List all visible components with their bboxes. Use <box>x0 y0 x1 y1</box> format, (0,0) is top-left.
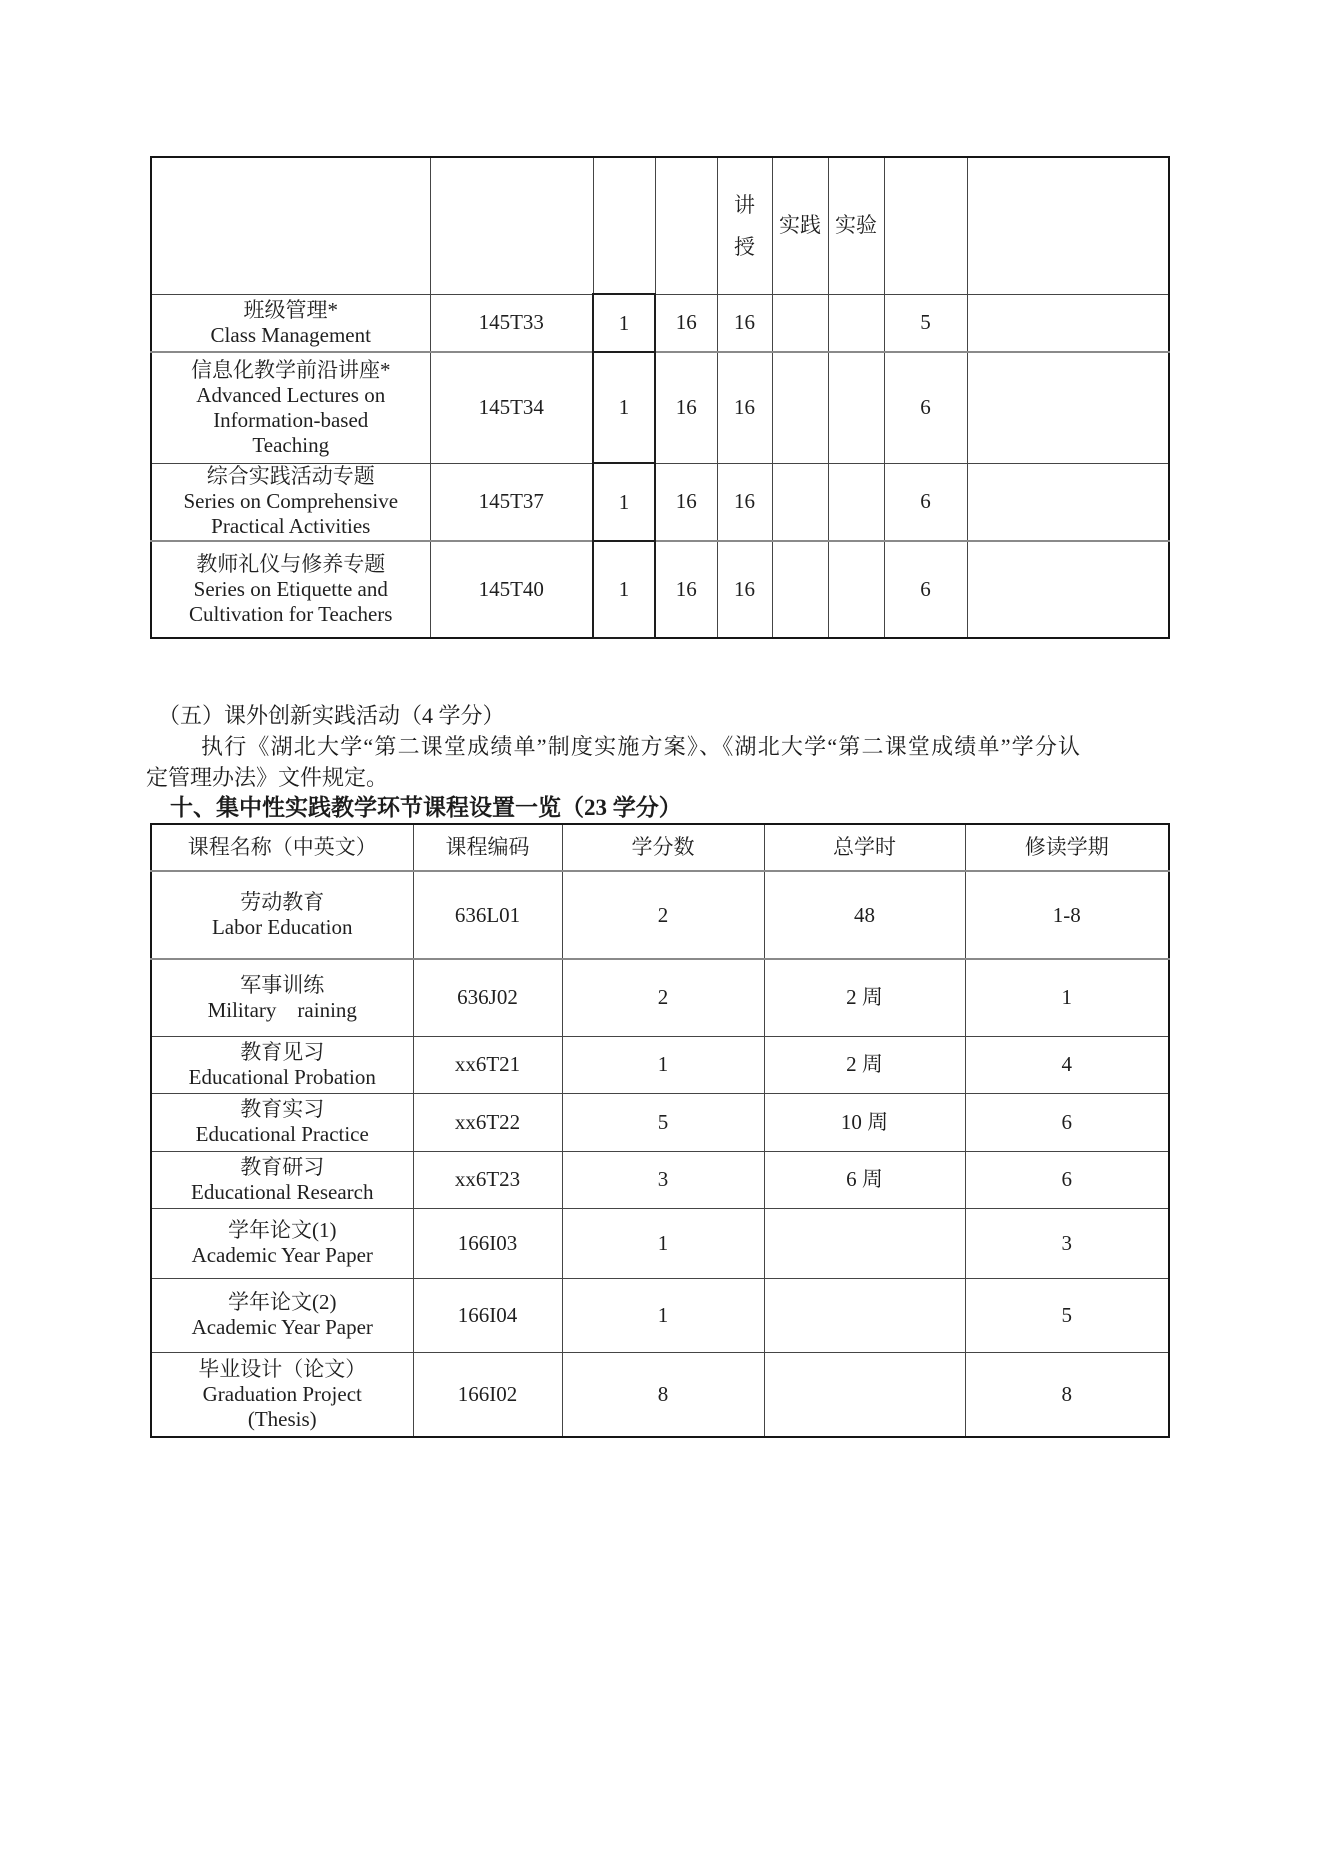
course-name-en: Practical Activities <box>211 514 371 539</box>
lecture-hours-cell: 16 <box>717 294 772 352</box>
semester-cell: 5 <box>965 1278 1169 1352</box>
course-name-text <box>152 1357 413 1432</box>
semester-cell: 8 <box>965 1352 1169 1437</box>
course-code-cell: xx6T21 <box>413 1036 562 1093</box>
remarks-cell <box>967 541 1169 638</box>
empty-header-cell <box>655 157 717 294</box>
remarks-cell <box>967 352 1169 463</box>
total-hours-cell: 6 周 <box>764 1151 965 1208</box>
course-name-text <box>152 1290 413 1340</box>
course-name-zh: 教育实习 <box>240 1097 325 1121</box>
course-name-en: Military raining <box>207 997 357 1022</box>
credits-header-cell: 学分数 <box>562 824 764 871</box>
course-name-en: Educational Probation <box>188 1064 376 1089</box>
course-row <box>151 1093 1169 1151</box>
course-name-cell <box>151 1208 413 1278</box>
total-hours-cell: 48 <box>764 871 965 959</box>
credits-cell: 1 <box>593 541 655 638</box>
total-hours-cell: 2 周 <box>764 959 965 1036</box>
course-row <box>151 541 1169 638</box>
course-name-cell <box>151 1093 413 1151</box>
course-code-cell: xx6T23 <box>413 1151 562 1208</box>
course-name-en: Academic Year Paper <box>191 1243 373 1267</box>
course-name-header-cell: 课程名称（中英文） <box>151 824 413 871</box>
practice-hours-header-cell: 实践 <box>772 157 828 294</box>
course-name-en: Educational Practice <box>195 1122 369 1146</box>
total-hours-cell: 2 周 <box>764 1036 965 1093</box>
remarks-cell <box>967 463 1169 541</box>
semester-header-cell: 修读学期 <box>965 824 1169 871</box>
course-row <box>151 959 1169 1036</box>
course-name-cell <box>151 541 430 638</box>
course-name-text <box>152 358 430 458</box>
course-name-en: Class Management <box>210 322 371 347</box>
course-name-zh: 教育见习 <box>240 1039 325 1064</box>
lecture-hours-header-label: 讲授 <box>734 192 755 259</box>
course-row <box>151 463 1169 541</box>
course-row <box>151 1278 1169 1352</box>
course-name-en: Teaching <box>252 432 330 457</box>
course-name-zh: 班级管理* <box>243 297 338 322</box>
lecture-hours-cell: 16 <box>717 463 772 541</box>
practical-teaching-table <box>150 823 1170 1438</box>
lecture-hours-cell: 16 <box>717 541 772 638</box>
experiment-hours-cell <box>828 352 884 463</box>
course-name-cell <box>151 1151 413 1208</box>
empty-header-cell <box>151 157 430 294</box>
course-row <box>151 1208 1169 1278</box>
course-name-en: Series on Comprehensive <box>183 489 399 514</box>
total-hours-cell: 16 <box>655 294 717 352</box>
course-code-cell: 166I04 <box>413 1278 562 1352</box>
course-row <box>151 1036 1169 1093</box>
course-name-zh: 学年论文(1) <box>228 1218 337 1242</box>
total-hours-header-cell: 总学时 <box>764 824 965 871</box>
course-name-en: Advanced Lectures on <box>196 382 386 407</box>
course-code-cell: 166I03 <box>413 1208 562 1278</box>
semester-cell: 6 <box>884 352 967 463</box>
course-name-cell <box>151 959 413 1036</box>
total-hours-cell <box>764 1352 965 1437</box>
credits-cell: 5 <box>562 1093 764 1151</box>
course-code-cell: 636L01 <box>413 871 562 959</box>
empty-header-cell <box>593 157 655 294</box>
semester-cell: 5 <box>884 294 967 352</box>
course-name-text <box>152 464 430 539</box>
credits-cell: 1 <box>593 352 655 463</box>
empty-header-cell <box>884 157 967 294</box>
course-name-zh: 军事训练 <box>240 972 325 997</box>
section-five-paragraph-line2: 定管理办法》文件规定。 <box>146 765 389 790</box>
course-code-cell: xx6T22 <box>413 1093 562 1151</box>
course-name-text <box>152 1218 413 1268</box>
course-name-cell <box>151 294 430 352</box>
course-name-text <box>152 1040 413 1090</box>
lecture-hours-cell: 16 <box>717 352 772 463</box>
course-name-zh: 信息化教学前沿讲座* <box>191 357 391 382</box>
course-code-cell: 145T40 <box>430 541 593 638</box>
course-name-cell <box>151 352 430 463</box>
course-name-en: Cultivation for Teachers <box>189 602 393 626</box>
total-hours-cell <box>764 1278 965 1352</box>
total-hours-cell: 16 <box>655 541 717 638</box>
experiment-hours-cell <box>828 294 884 352</box>
course-name-text <box>152 1155 413 1205</box>
semester-cell: 6 <box>965 1151 1169 1208</box>
course-name-zh: 综合实践活动专题 <box>206 464 375 489</box>
course-code-cell: 636J02 <box>413 959 562 1036</box>
total-hours-cell: 16 <box>655 352 717 463</box>
table2-header-row <box>151 824 1169 871</box>
course-name-zh: 毕业设计（论文） <box>198 1356 367 1381</box>
course-code-cell: 166I02 <box>413 1352 562 1437</box>
course-name-text <box>152 552 430 627</box>
course-code-header-cell: 课程编码 <box>413 824 562 871</box>
semester-cell: 1 <box>965 959 1169 1036</box>
empty-header-cell <box>967 157 1169 294</box>
course-name-zh: 学年论文(2) <box>228 1290 337 1314</box>
course-name-zh: 劳动教育 <box>240 890 325 914</box>
course-row <box>151 871 1169 959</box>
lecture-hours-header-cell <box>717 157 772 294</box>
course-name-en: Academic Year Paper <box>191 1315 373 1339</box>
total-hours-cell: 10 周 <box>764 1093 965 1151</box>
semester-cell: 6 <box>884 463 967 541</box>
practice-hours-cell <box>772 352 828 463</box>
course-name-en: Series on Etiquette and <box>193 577 388 601</box>
section-five-paragraph-line1: 执行《湖北大学“第二课堂成绩单”制度实施方案》、《湖北大学“第二课堂成绩单”学分认 <box>201 734 1082 759</box>
course-name-text <box>152 298 430 348</box>
section-ten-heading: 十、集中性实践教学环节课程设置一览（23 学分） <box>170 795 682 820</box>
total-hours-cell <box>764 1208 965 1278</box>
course-row <box>151 352 1169 463</box>
experiment-hours-cell <box>828 541 884 638</box>
course-name-en: Labor Education <box>211 915 353 939</box>
semester-cell: 6 <box>965 1093 1169 1151</box>
section-five-title: （五）课外创新实践活动（4 学分） <box>158 703 505 728</box>
course-name-en: Information-based <box>213 407 369 432</box>
course-row <box>151 1352 1169 1437</box>
course-code-cell: 145T33 <box>430 294 593 352</box>
practice-hours-cell <box>772 541 828 638</box>
remarks-cell <box>967 294 1169 352</box>
course-code-cell: 145T34 <box>430 352 593 463</box>
course-name-zh: 教育研习 <box>240 1154 325 1179</box>
course-row <box>151 294 1169 352</box>
course-name-zh: 教师礼仪与修养专题 <box>196 552 386 576</box>
experiment-hours-cell <box>828 463 884 541</box>
course-name-cell <box>151 871 413 959</box>
course-name-text <box>152 890 413 940</box>
credits-cell: 2 <box>562 871 764 959</box>
empty-header-cell <box>430 157 593 294</box>
semester-cell: 6 <box>884 541 967 638</box>
course-name-cell <box>151 1278 413 1352</box>
course-name-cell <box>151 463 430 541</box>
credits-cell: 1 <box>593 463 655 541</box>
credits-cell: 3 <box>562 1151 764 1208</box>
credits-cell: 8 <box>562 1352 764 1437</box>
course-name-en: (Thesis) <box>247 1406 317 1431</box>
course-name-text <box>152 973 413 1023</box>
semester-cell: 1-8 <box>965 871 1169 959</box>
semester-cell: 3 <box>965 1208 1169 1278</box>
course-code-cell: 145T37 <box>430 463 593 541</box>
course-name-cell <box>151 1352 413 1437</box>
total-hours-cell: 16 <box>655 463 717 541</box>
course-name-text <box>152 1097 413 1147</box>
practice-hours-cell <box>772 463 828 541</box>
semester-cell: 4 <box>965 1036 1169 1093</box>
credits-cell: 2 <box>562 959 764 1036</box>
course-row <box>151 1151 1169 1208</box>
credits-cell: 1 <box>562 1036 764 1093</box>
credits-cell: 1 <box>562 1208 764 1278</box>
table1-header-row <box>151 157 1169 294</box>
course-table-continuation <box>150 156 1170 639</box>
experiment-hours-header-cell: 实验 <box>828 157 884 294</box>
credits-cell: 1 <box>593 294 655 352</box>
practice-hours-cell <box>772 294 828 352</box>
course-name-en: Graduation Project <box>202 1381 362 1406</box>
course-name-cell <box>151 1036 413 1093</box>
credits-cell: 1 <box>562 1278 764 1352</box>
course-name-en: Educational Research <box>191 1179 374 1204</box>
